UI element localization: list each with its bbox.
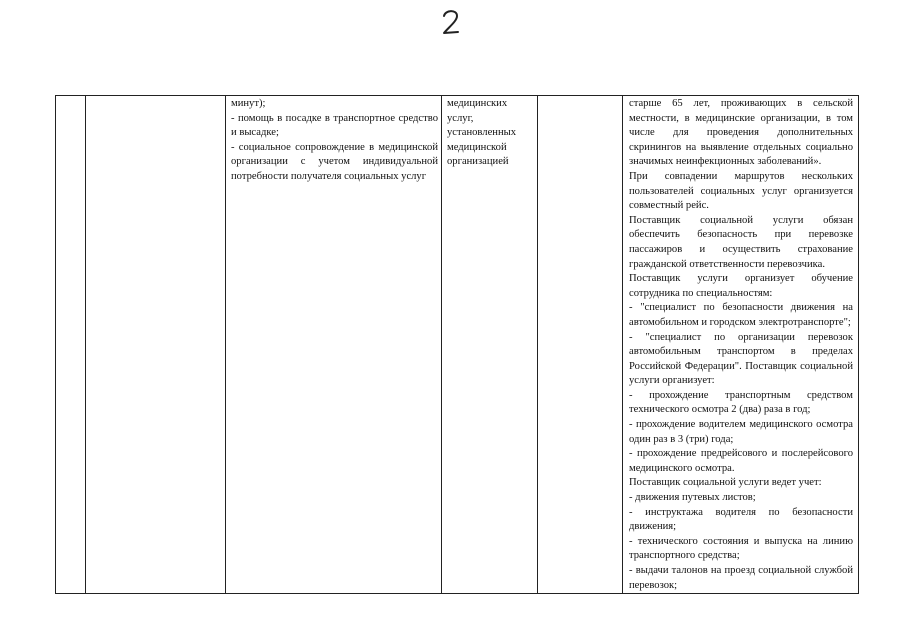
table-cell-col3 [226, 96, 442, 594]
table-cell-col5 [538, 96, 623, 594]
handwritten-page-number-2 [437, 6, 465, 40]
cell-paragraph: медицинских услуг, установленных медицинской организацией [447, 98, 517, 168]
cell-paragraph: Поставщик услуги организует обучение сотрудника по специальностям: [629, 273, 853, 299]
cell-paragraph: - "специалист по безопасности движения на автомобильном и городском электротранспорте"; [629, 302, 853, 328]
table-cell-col2 [86, 96, 226, 594]
cell-paragraph: - технического состояния и выпуска на линию транспортного средства; [629, 535, 853, 562]
table-cell-col6 [623, 96, 859, 594]
cell-paragraph: - прохождение водителем медицинского осмотра один раз в 3 (три) года; [629, 419, 853, 445]
cell-paragraph: - движения путевых листов; [629, 492, 756, 504]
cell-paragraph: - инструктажа водителя по безопасности движения; [629, 506, 853, 533]
table-row [56, 96, 859, 594]
cell-paragraph: Поставщик социальной услуги ведет учет: [629, 477, 822, 489]
cell-paragraph: - прохождение предрейсового и послерейсового медицинского осмотра. [629, 448, 853, 474]
cell-paragraph: - социальное сопровождение в медицинской организации с учетом индивидуальной потребности получателя социальных услуг [231, 141, 438, 182]
table-cell-col4 [442, 96, 538, 594]
cell-paragraph: - выдачи талонов на проезд социальной службой перевозок; [629, 565, 853, 591]
page-number [437, 6, 465, 40]
cell-paragraph: минут); [231, 98, 266, 109]
cell-paragraph: - помощь в посадке в транспортное средство и высадке; [231, 112, 438, 139]
document-table [55, 95, 859, 594]
cell-paragraph: При совпадении маршрутов нескольких пользователей социальных услуг организуется совместный рейс. [629, 170, 853, 212]
cell-paragraph: - прохождение транспортным средством технического осмотра 2 (два) раза в год; [629, 389, 853, 416]
cell-paragraph: - "специалист по организации перевозок автомобильным транспортом в пределах Российской Федерации". Поставщик социальной услуги организует: [629, 331, 853, 387]
cell-paragraph: Поставщик социальной услуги обязан обеспечить безопасность при перевозке пассажиров и осуществить страхование гражданской ответственности перевозчика. [629, 214, 853, 270]
table-cell-col1 [56, 96, 86, 594]
cell-paragraph: старше 65 лет, проживающих в сельской местности, в медицинские организации, в том числе для проведения дополнительных скринингов на выявление отдельных социально значимых неинфекционных заболеваний». [629, 98, 853, 168]
